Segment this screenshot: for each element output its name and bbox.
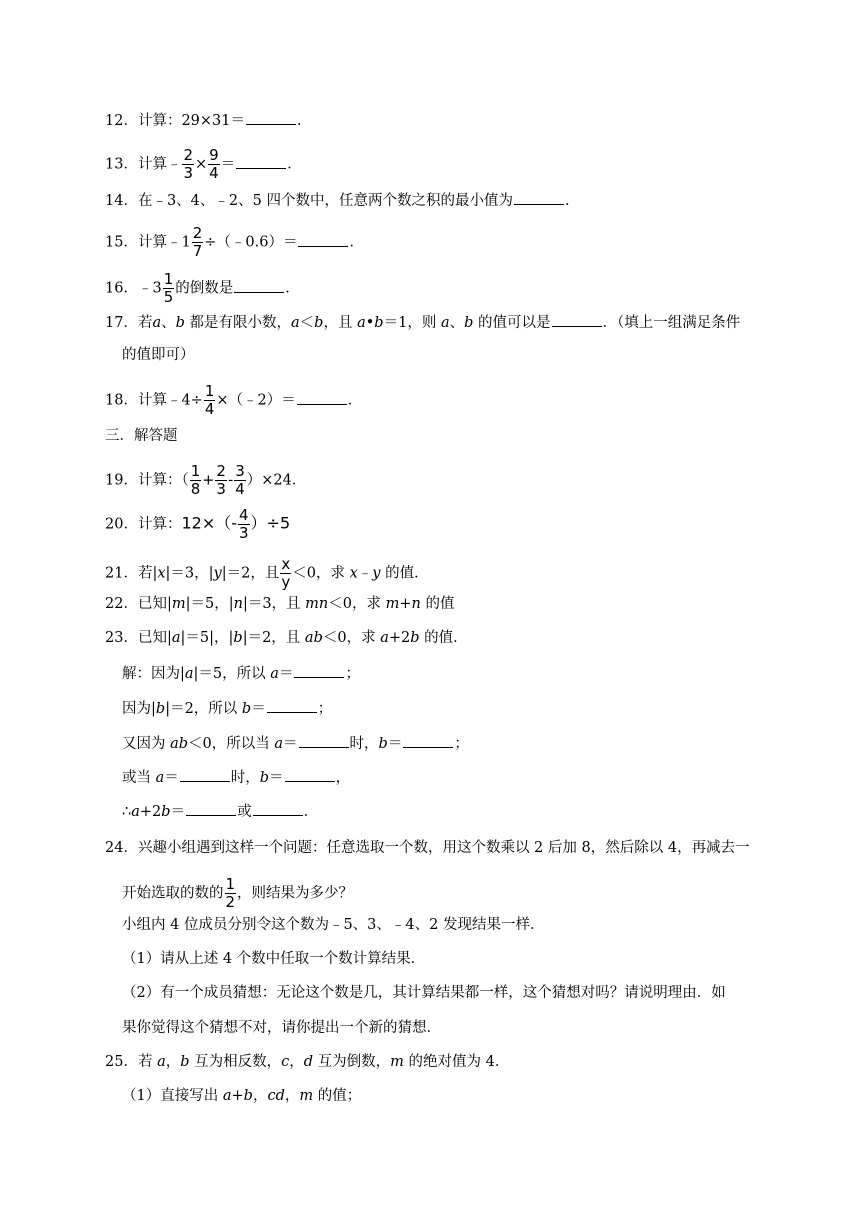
punct: ． — [347, 392, 363, 409]
var: m — [171, 596, 186, 612]
answer-blank — [246, 110, 296, 125]
question-24-part-2: （2）有一个成员猜想：无论这个数是几，其计算结果都一样，这个猜想对吗？请说明理由．如 — [122, 985, 726, 1001]
question-17 — [105, 312, 740, 333]
var: a — [380, 630, 389, 646]
text: 、 — [161, 315, 176, 331]
answer-blank — [236, 154, 286, 169]
answer-blank — [253, 801, 303, 816]
var: b — [243, 1088, 253, 1104]
question-text: 计算﹣ — [137, 156, 182, 173]
operator: - — [227, 472, 234, 489]
answer-blank — [297, 390, 347, 405]
text: 若 — [137, 1054, 158, 1070]
var: b — [259, 770, 270, 786]
question-number: 20． — [105, 516, 138, 533]
var: b — [175, 315, 185, 331]
var: c — [281, 1054, 290, 1070]
text: |＝2，所以 — [165, 701, 242, 717]
text: ＜0，求 — [322, 630, 381, 646]
var: b — [233, 630, 243, 646]
text: 或 — [237, 804, 252, 820]
answer-blank — [552, 312, 602, 327]
text: 已知| — [137, 630, 172, 646]
solution-line-3 — [122, 733, 469, 754]
answer-blank — [403, 733, 453, 748]
text: +2 — [139, 804, 162, 820]
question-22 — [105, 594, 454, 614]
var: a — [152, 315, 162, 331]
answer-blank — [267, 698, 317, 713]
answer-blank — [285, 767, 335, 782]
answer-blank — [186, 801, 236, 816]
var: b — [464, 315, 474, 331]
punct: ． — [287, 156, 302, 173]
var: a — [184, 666, 194, 682]
var: b — [374, 315, 384, 331]
fraction — [204, 384, 216, 417]
question-text: ×（﹣2）＝ — [216, 392, 296, 409]
solution-line-1 — [122, 663, 360, 684]
text: ＝ — [278, 666, 294, 682]
question-24-part-1: （1）请从上述 4 个数中任取一个数计算结果． — [122, 951, 426, 967]
question-text: 兴趣小组遇到这样一个问题：任意选取一个数，用这个数乘以 2 后加 8，然后除以 4，再减去一 — [137, 840, 750, 856]
section-heading: 三．解答题 — [105, 428, 178, 444]
question-24-statement: 小组内 4 位成员分别令这个数为﹣5、3、﹣4、2 发现结果一样． — [122, 917, 545, 933]
text: ＝1，则 — [383, 315, 441, 331]
fraction — [163, 272, 175, 305]
fraction — [208, 148, 220, 181]
question-text: 在﹣3、4、﹣2、5 四个数中，任意两个数之积的最小值为 — [137, 193, 513, 209]
numerator: 2 — [216, 462, 226, 480]
numerator: 2 — [183, 146, 193, 164]
punct: ； — [345, 666, 360, 682]
text: 开始选取的数的 — [122, 885, 224, 902]
text: |＝5|，| — [180, 630, 234, 646]
text: ＝ — [269, 770, 284, 786]
question-number: 14． — [105, 193, 138, 209]
answer-blank — [294, 663, 344, 678]
var: b — [241, 701, 252, 717]
text: • — [365, 315, 375, 331]
answer-blank — [298, 232, 348, 247]
text: 若 — [137, 315, 153, 331]
var: b — [180, 1054, 190, 1070]
question-number: 16． — [105, 280, 138, 297]
var: x — [157, 565, 166, 582]
question-20 — [105, 508, 290, 541]
text: 的绝对值为 4． — [403, 1054, 510, 1070]
question-number: 17． — [105, 315, 138, 331]
var: d — [303, 1054, 314, 1070]
question-17-line2: 的值即可） — [122, 347, 195, 363]
fraction — [225, 877, 237, 910]
question-19 — [105, 464, 306, 497]
text: |＝2，且 — [221, 565, 280, 582]
text: 、 — [449, 315, 465, 331]
text: 的值． — [419, 630, 468, 646]
fraction — [182, 148, 194, 181]
denominator: 3 — [216, 480, 226, 498]
var: a — [357, 315, 366, 331]
operator: + — [202, 472, 215, 489]
text: 已知| — [137, 596, 172, 612]
denominator: 3 — [239, 524, 249, 542]
question-21 — [105, 557, 429, 590]
question-18 — [105, 384, 362, 417]
text: ， — [252, 1088, 268, 1104]
question-text: ﹣3 — [137, 280, 162, 297]
solution-line-5 — [122, 801, 318, 822]
denominator: 3 — [183, 164, 193, 182]
fraction — [215, 464, 227, 497]
text: 或当 — [122, 770, 156, 786]
var: n — [411, 596, 421, 612]
fraction — [190, 464, 202, 497]
fraction — [234, 464, 246, 497]
text: ， — [284, 1088, 300, 1104]
operator: ＝ — [220, 156, 236, 173]
var: a — [270, 666, 279, 682]
text: + — [399, 596, 412, 612]
punct: ． — [297, 113, 312, 129]
text: |＝2，且 — [242, 630, 305, 646]
var: b — [378, 736, 388, 752]
text: |＝5，| — [185, 596, 234, 612]
var: y — [372, 565, 381, 582]
question-text: 计算：29×31＝ — [137, 113, 246, 129]
denominator: 2 — [225, 893, 236, 911]
var: n — [233, 596, 243, 612]
text: ＝ — [170, 804, 186, 820]
question-15 — [105, 226, 364, 259]
text: 的值； — [313, 1088, 362, 1104]
var: cd — [267, 1088, 285, 1104]
question-12 — [105, 110, 312, 131]
question-text: ÷（﹣0.6）＝ — [204, 234, 298, 251]
punct: ； — [454, 736, 469, 752]
question-text: ）×24． — [246, 472, 307, 489]
punct: ． — [349, 234, 364, 251]
question-24 — [105, 838, 750, 858]
var: b — [155, 701, 166, 717]
text: 互为相反数， — [189, 1054, 282, 1070]
denominator: 8 — [190, 480, 201, 498]
punct: ． — [564, 193, 580, 209]
question-number: 18． — [105, 392, 138, 409]
question-number: 24． — [105, 840, 138, 856]
numerator: 4 — [239, 506, 249, 524]
denominator: 7 — [192, 242, 203, 260]
text: 的值 — [420, 596, 455, 612]
answer-blank — [514, 190, 564, 205]
question-number: 13． — [105, 156, 138, 173]
var: b — [314, 315, 324, 331]
expression: ）÷5 — [250, 513, 291, 533]
question-13 — [105, 148, 302, 181]
question-16 — [105, 272, 300, 305]
text: 的值可以是 — [473, 315, 551, 331]
var: y — [213, 565, 222, 582]
text: |＝5，所以 — [193, 666, 271, 682]
fraction — [192, 226, 204, 259]
var: a — [291, 315, 300, 331]
question-14 — [105, 190, 579, 211]
text: 的值． — [380, 565, 429, 582]
punct: ； — [317, 701, 333, 717]
numerator: 2 — [192, 224, 203, 242]
answer-blank — [299, 733, 349, 748]
numerator: 1 — [204, 382, 215, 400]
question-number: 19． — [105, 472, 138, 489]
var: a — [440, 315, 450, 331]
numerator: 1 — [163, 270, 174, 288]
question-25 — [105, 1052, 509, 1072]
question-text: 计算﹣4÷ — [137, 392, 203, 409]
numerator: x — [281, 555, 291, 573]
question-number: 15． — [105, 234, 138, 251]
var: a — [157, 1054, 166, 1070]
var: a — [131, 804, 140, 820]
text: ＜ — [299, 315, 315, 331]
text: ＝ — [251, 701, 266, 717]
text: 时， — [230, 770, 260, 786]
var: ab — [304, 630, 323, 646]
text: ＜0，求 — [328, 596, 386, 612]
numerator: 3 — [235, 462, 245, 480]
var: b — [161, 804, 171, 820]
text: 若| — [137, 565, 158, 582]
question-number: 25． — [105, 1054, 138, 1070]
answer-blank — [234, 278, 284, 293]
text: 时， — [349, 736, 379, 752]
text: ＝ — [387, 736, 403, 752]
var: b — [410, 630, 420, 646]
fraction — [238, 508, 250, 541]
text: ，且 — [323, 315, 358, 331]
denominator: 4 — [209, 164, 219, 182]
text: ， — [289, 1054, 304, 1070]
operator: × — [195, 156, 208, 173]
question-number: 12． — [105, 113, 138, 129]
text: （1）直接写出 — [122, 1088, 223, 1104]
var: x — [349, 565, 358, 582]
question-number: 22． — [105, 596, 138, 612]
var: m — [385, 596, 400, 612]
text: 都是有限小数， — [184, 315, 292, 331]
text: ＜0，所以当 — [188, 736, 275, 752]
text: ＝ — [164, 770, 179, 786]
numerator: 1 — [190, 462, 201, 480]
var: a — [155, 770, 165, 786]
text: + — [231, 1088, 244, 1104]
var: m — [390, 1054, 404, 1070]
question-number: 23． — [105, 630, 138, 646]
question-text: 计算： — [137, 516, 182, 533]
text: |＝3，且 — [242, 596, 306, 612]
answer-blank — [180, 767, 230, 782]
numerator: 1 — [225, 875, 236, 893]
denominator: y — [281, 573, 291, 591]
text: +2 — [388, 630, 411, 646]
var: ab — [170, 736, 189, 752]
text: ＝ — [283, 736, 298, 752]
solution-line-4 — [122, 767, 350, 788]
text: ．（填上一组满足条件 — [602, 315, 741, 331]
text: ＜0，求 — [292, 565, 350, 582]
punct: ． — [285, 280, 300, 297]
expression: 12×（- — [181, 513, 237, 533]
text: 解：因为| — [122, 666, 185, 682]
punct: ． — [303, 804, 319, 820]
denominator: 4 — [235, 480, 245, 498]
numerator: 9 — [209, 146, 219, 164]
question-24-line2 — [122, 877, 353, 910]
var: a — [171, 630, 181, 646]
fraction — [280, 557, 291, 590]
text: 又因为 — [122, 736, 171, 752]
text: |＝3，| — [165, 565, 214, 582]
var: m — [299, 1088, 314, 1104]
question-24-part-2-cont: 果你觉得这个猜想不对，请你提出一个新的猜想． — [122, 1020, 441, 1036]
text: ， — [165, 1054, 181, 1070]
denominator: 4 — [204, 400, 215, 418]
var: a — [222, 1088, 232, 1104]
denominator: 5 — [163, 288, 174, 306]
text: ﹣ — [357, 565, 373, 582]
text: 互为倒数， — [313, 1054, 391, 1070]
question-25-part-1 — [122, 1086, 361, 1106]
text: ，则结果为多少？ — [237, 885, 354, 902]
solution-line-2 — [122, 698, 332, 719]
question-text: 计算：（ — [137, 472, 189, 489]
var: mn — [305, 596, 329, 612]
question-23 — [105, 628, 468, 648]
question-text: 的倒数是 — [175, 280, 234, 297]
var: a — [274, 736, 284, 752]
punct: ， — [335, 770, 351, 786]
question-text: 计算﹣1 — [137, 234, 191, 251]
text: ∴ — [122, 804, 132, 820]
text: 因为| — [122, 701, 156, 717]
question-number: 21． — [105, 565, 138, 582]
